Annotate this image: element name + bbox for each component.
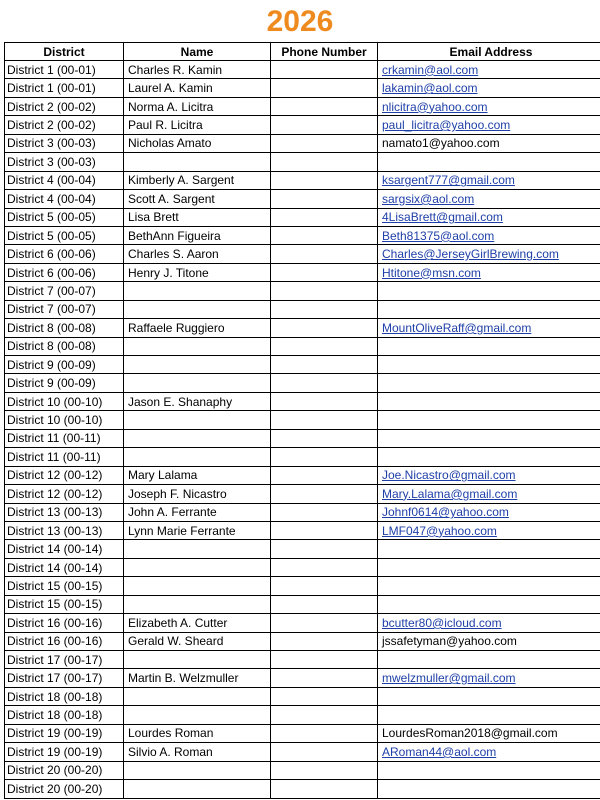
phone-cell bbox=[271, 743, 378, 761]
district-cell: District 10 (00-10) bbox=[5, 392, 124, 410]
name-cell bbox=[124, 761, 271, 779]
phone-cell bbox=[271, 466, 378, 484]
table-row bbox=[5, 319, 600, 337]
name-cell bbox=[124, 429, 271, 447]
email-cell bbox=[378, 485, 600, 503]
phone-cell bbox=[271, 374, 378, 392]
name-cell: Norma A. Licitra bbox=[124, 97, 271, 115]
email-cell bbox=[378, 337, 600, 355]
district-cell: District 13 (00-13) bbox=[5, 503, 124, 521]
name-cell bbox=[124, 337, 271, 355]
table-row bbox=[5, 190, 600, 208]
phone-cell bbox=[271, 153, 378, 171]
column-header-name: Name bbox=[124, 43, 271, 61]
phone-cell bbox=[271, 595, 378, 613]
email-cell bbox=[378, 669, 600, 687]
email-link[interactable]: ksargent777@gmail.com bbox=[382, 173, 515, 188]
table-row bbox=[5, 577, 600, 595]
name-cell: Raffaele Ruggiero bbox=[124, 319, 271, 337]
table-row bbox=[5, 79, 600, 97]
phone-cell bbox=[271, 319, 378, 337]
email-cell bbox=[378, 134, 600, 152]
phone-cell bbox=[271, 761, 378, 779]
district-cell: District 1 (00-01) bbox=[5, 79, 124, 97]
table-row bbox=[5, 724, 600, 742]
name-cell: Mary Lalama bbox=[124, 466, 271, 484]
table-row bbox=[5, 61, 600, 79]
district-cell: District 1 (00-01) bbox=[5, 61, 124, 79]
table-row bbox=[5, 300, 600, 318]
district-cell: District 7 (00-07) bbox=[5, 300, 124, 318]
table-row bbox=[5, 116, 600, 134]
table-row bbox=[5, 429, 600, 447]
district-cell: District 14 (00-14) bbox=[5, 558, 124, 576]
column-header-phone: Phone Number bbox=[271, 43, 378, 61]
name-cell: Laurel A. Kamin bbox=[124, 79, 271, 97]
phone-cell bbox=[271, 97, 378, 115]
email-cell bbox=[378, 724, 600, 742]
phone-cell bbox=[271, 134, 378, 152]
phone-cell bbox=[271, 651, 378, 669]
name-cell: Paul R. Licitra bbox=[124, 116, 271, 134]
email-cell bbox=[378, 595, 600, 613]
name-cell bbox=[124, 300, 271, 318]
email-link[interactable]: lakamin@aol.com bbox=[382, 81, 478, 96]
table-row bbox=[5, 503, 600, 521]
district-cell: District 9 (00-09) bbox=[5, 356, 124, 374]
name-cell: Gerald W. Sheard bbox=[124, 632, 271, 650]
phone-cell bbox=[271, 263, 378, 281]
phone-cell bbox=[271, 245, 378, 263]
table-row bbox=[5, 614, 600, 632]
table-row bbox=[5, 134, 600, 152]
phone-cell bbox=[271, 356, 378, 374]
table-row bbox=[5, 153, 600, 171]
email-link[interactable]: Htitone@msn.com bbox=[382, 265, 481, 280]
name-cell bbox=[124, 651, 271, 669]
phone-cell bbox=[271, 226, 378, 244]
name-cell: BethAnn Figueira bbox=[124, 226, 271, 244]
phone-cell bbox=[271, 448, 378, 466]
email-link[interactable]: MountOliveRaff@gmail.com bbox=[382, 320, 532, 335]
email-link[interactable]: paul_licitra@yahoo.com bbox=[382, 118, 511, 133]
table-row bbox=[5, 485, 600, 503]
name-cell: Nicholas Amato bbox=[124, 134, 271, 152]
email-link[interactable]: crkamin@aol.com bbox=[382, 62, 479, 77]
phone-cell bbox=[271, 706, 378, 724]
email-cell bbox=[378, 97, 600, 115]
district-cell: District 8 (00-08) bbox=[5, 319, 124, 337]
email-cell bbox=[378, 245, 600, 263]
email-cell bbox=[378, 448, 600, 466]
name-cell: Charles R. Kamin bbox=[124, 61, 271, 79]
phone-cell bbox=[271, 632, 378, 650]
name-cell: Silvio A. Roman bbox=[124, 743, 271, 761]
name-cell bbox=[124, 356, 271, 374]
email-cell bbox=[378, 632, 600, 650]
email-cell bbox=[378, 79, 600, 97]
phone-cell bbox=[271, 208, 378, 226]
email-link[interactable]: sargsix@aol.com bbox=[382, 191, 475, 206]
table-row bbox=[5, 97, 600, 115]
name-cell bbox=[124, 706, 271, 724]
name-cell: Henry J. Titone bbox=[124, 263, 271, 281]
phone-cell bbox=[271, 392, 378, 410]
email-cell bbox=[378, 300, 600, 318]
email-text: namato1@yahoo.com bbox=[382, 136, 500, 151]
column-header-email: Email Address bbox=[378, 43, 600, 61]
table-row bbox=[5, 448, 600, 466]
district-cell: District 8 (00-08) bbox=[5, 337, 124, 355]
table-row bbox=[5, 245, 600, 263]
district-cell: District 12 (00-12) bbox=[5, 466, 124, 484]
table-row bbox=[5, 208, 600, 226]
phone-cell bbox=[271, 190, 378, 208]
email-cell bbox=[378, 356, 600, 374]
email-cell bbox=[378, 540, 600, 558]
district-cell: District 2 (00-02) bbox=[5, 116, 124, 134]
name-cell: Elizabeth A. Cutter bbox=[124, 614, 271, 632]
table-row bbox=[5, 374, 600, 392]
name-cell bbox=[124, 558, 271, 576]
district-cell: District 11 (00-11) bbox=[5, 429, 124, 447]
name-cell bbox=[124, 374, 271, 392]
table-row bbox=[5, 687, 600, 705]
table-row bbox=[5, 743, 600, 761]
phone-cell bbox=[271, 79, 378, 97]
phone-cell bbox=[271, 411, 378, 429]
table-row bbox=[5, 466, 600, 484]
district-cell: District 7 (00-07) bbox=[5, 282, 124, 300]
phone-cell bbox=[271, 687, 378, 705]
table-row bbox=[5, 761, 600, 779]
district-cell: District 13 (00-13) bbox=[5, 521, 124, 539]
table-row bbox=[5, 651, 600, 669]
email-link[interactable]: mwelzmuller@gmail.com bbox=[382, 671, 516, 686]
district-cell: District 18 (00-18) bbox=[5, 687, 124, 705]
table-row bbox=[5, 669, 600, 687]
email-link[interactable]: LMF047@yahoo.com bbox=[382, 523, 497, 538]
email-link[interactable]: 4LisaBrett@gmail.com bbox=[382, 210, 503, 225]
email-link[interactable]: Johnf0614@yahoo.com bbox=[382, 505, 509, 520]
phone-cell bbox=[271, 577, 378, 595]
phone-cell bbox=[271, 540, 378, 558]
email-cell bbox=[378, 190, 600, 208]
phone-cell bbox=[271, 780, 378, 798]
district-cell: District 9 (00-09) bbox=[5, 374, 124, 392]
district-cell: District 17 (00-17) bbox=[5, 651, 124, 669]
name-cell: Charles S. Aaron bbox=[124, 245, 271, 263]
table-row bbox=[5, 392, 600, 410]
district-cell: District 14 (00-14) bbox=[5, 540, 124, 558]
email-link[interactable]: Beth81375@aol.com bbox=[382, 228, 495, 243]
email-cell bbox=[378, 706, 600, 724]
name-cell bbox=[124, 411, 271, 429]
name-cell: John A. Ferrante bbox=[124, 503, 271, 521]
phone-cell bbox=[271, 558, 378, 576]
district-cell: District 11 (00-11) bbox=[5, 448, 124, 466]
email-cell bbox=[378, 743, 600, 761]
district-cell: District 5 (00-05) bbox=[5, 208, 124, 226]
email-link[interactable]: Joe.Nicastro@gmail.com bbox=[382, 468, 516, 483]
district-cell: District 15 (00-15) bbox=[5, 595, 124, 613]
email-cell bbox=[378, 171, 600, 189]
email-cell bbox=[378, 282, 600, 300]
page-title: 2026 bbox=[266, 5, 334, 38]
name-cell: Kimberly A. Sargent bbox=[124, 171, 271, 189]
email-cell bbox=[378, 521, 600, 539]
email-text: jssafetyman@yahoo.com bbox=[382, 634, 517, 649]
name-cell: Joseph F. Nicastro bbox=[124, 485, 271, 503]
table-row bbox=[5, 411, 600, 429]
phone-cell bbox=[271, 521, 378, 539]
table-row bbox=[5, 171, 600, 189]
name-cell bbox=[124, 780, 271, 798]
email-link[interactable]: bcutter80@icloud.com bbox=[382, 615, 502, 630]
table-row bbox=[5, 521, 600, 539]
name-cell: Lynn Marie Ferrante bbox=[124, 521, 271, 539]
email-cell bbox=[378, 226, 600, 244]
phone-cell bbox=[271, 724, 378, 742]
phone-cell bbox=[271, 503, 378, 521]
email-link[interactable]: Mary.Lalama@gmail.com bbox=[382, 486, 518, 501]
name-cell: Lourdes Roman bbox=[124, 724, 271, 742]
table-row bbox=[5, 263, 600, 281]
table-row bbox=[5, 632, 600, 650]
email-cell bbox=[378, 503, 600, 521]
email-cell bbox=[378, 263, 600, 281]
name-cell bbox=[124, 595, 271, 613]
district-cell: District 17 (00-17) bbox=[5, 669, 124, 687]
email-cell bbox=[378, 614, 600, 632]
email-cell bbox=[378, 577, 600, 595]
email-link[interactable]: ARoman44@aol.com bbox=[382, 744, 497, 759]
name-cell bbox=[124, 153, 271, 171]
table-row bbox=[5, 356, 600, 374]
phone-cell bbox=[271, 171, 378, 189]
email-cell bbox=[378, 208, 600, 226]
district-cell: District 19 (00-19) bbox=[5, 724, 124, 742]
email-cell bbox=[378, 411, 600, 429]
table-row bbox=[5, 540, 600, 558]
district-cell: District 3 (00-03) bbox=[5, 134, 124, 152]
district-cell: District 16 (00-16) bbox=[5, 632, 124, 650]
email-cell bbox=[378, 429, 600, 447]
phone-cell bbox=[271, 116, 378, 134]
email-cell bbox=[378, 651, 600, 669]
email-cell bbox=[378, 319, 600, 337]
email-cell bbox=[378, 466, 600, 484]
district-cell: District 6 (00-06) bbox=[5, 263, 124, 281]
phone-cell bbox=[271, 429, 378, 447]
district-cell: District 12 (00-12) bbox=[5, 485, 124, 503]
name-cell bbox=[124, 540, 271, 558]
email-cell bbox=[378, 392, 600, 410]
table-row bbox=[5, 595, 600, 613]
district-cell: District 10 (00-10) bbox=[5, 411, 124, 429]
district-cell: District 15 (00-15) bbox=[5, 577, 124, 595]
district-cell: District 5 (00-05) bbox=[5, 226, 124, 244]
district-cell: District 6 (00-06) bbox=[5, 245, 124, 263]
name-cell bbox=[124, 448, 271, 466]
email-link[interactable]: Charles@JerseyGirlBrewing.com bbox=[382, 247, 559, 262]
email-cell bbox=[378, 116, 600, 134]
email-cell bbox=[378, 780, 600, 798]
district-cell: District 2 (00-02) bbox=[5, 97, 124, 115]
name-cell: Lisa Brett bbox=[124, 208, 271, 226]
phone-cell bbox=[271, 669, 378, 687]
name-cell bbox=[124, 577, 271, 595]
district-cell: District 3 (00-03) bbox=[5, 153, 124, 171]
table-row bbox=[5, 780, 600, 798]
district-cell: District 4 (00-04) bbox=[5, 190, 124, 208]
table-row bbox=[5, 337, 600, 355]
table-header-row bbox=[5, 43, 600, 61]
name-cell: Jason E. Shanaphy bbox=[124, 392, 271, 410]
table-row bbox=[5, 706, 600, 724]
email-cell bbox=[378, 61, 600, 79]
district-cell: District 18 (00-18) bbox=[5, 706, 124, 724]
email-cell bbox=[378, 558, 600, 576]
district-cell: District 16 (00-16) bbox=[5, 614, 124, 632]
district-cell: District 20 (00-20) bbox=[5, 780, 124, 798]
phone-cell bbox=[271, 485, 378, 503]
email-text: LourdesRoman2018@gmail.com bbox=[382, 726, 558, 741]
email-cell bbox=[378, 687, 600, 705]
district-cell: District 4 (00-04) bbox=[5, 171, 124, 189]
table-row bbox=[5, 226, 600, 244]
district-cell: District 19 (00-19) bbox=[5, 743, 124, 761]
table-row bbox=[5, 558, 600, 576]
district-contacts-table bbox=[4, 42, 600, 799]
table-row bbox=[5, 282, 600, 300]
column-header-district: District bbox=[5, 43, 124, 61]
email-cell bbox=[378, 374, 600, 392]
phone-cell bbox=[271, 61, 378, 79]
phone-cell bbox=[271, 337, 378, 355]
phone-cell bbox=[271, 282, 378, 300]
phone-cell bbox=[271, 614, 378, 632]
email-link[interactable]: nlicitra@yahoo.com bbox=[382, 99, 488, 114]
name-cell bbox=[124, 687, 271, 705]
phone-cell bbox=[271, 300, 378, 318]
name-cell bbox=[124, 282, 271, 300]
district-cell: District 20 (00-20) bbox=[5, 761, 124, 779]
name-cell: Martin B. Welzmuller bbox=[124, 669, 271, 687]
name-cell: Scott A. Sargent bbox=[124, 190, 271, 208]
email-cell bbox=[378, 761, 600, 779]
email-cell bbox=[378, 153, 600, 171]
